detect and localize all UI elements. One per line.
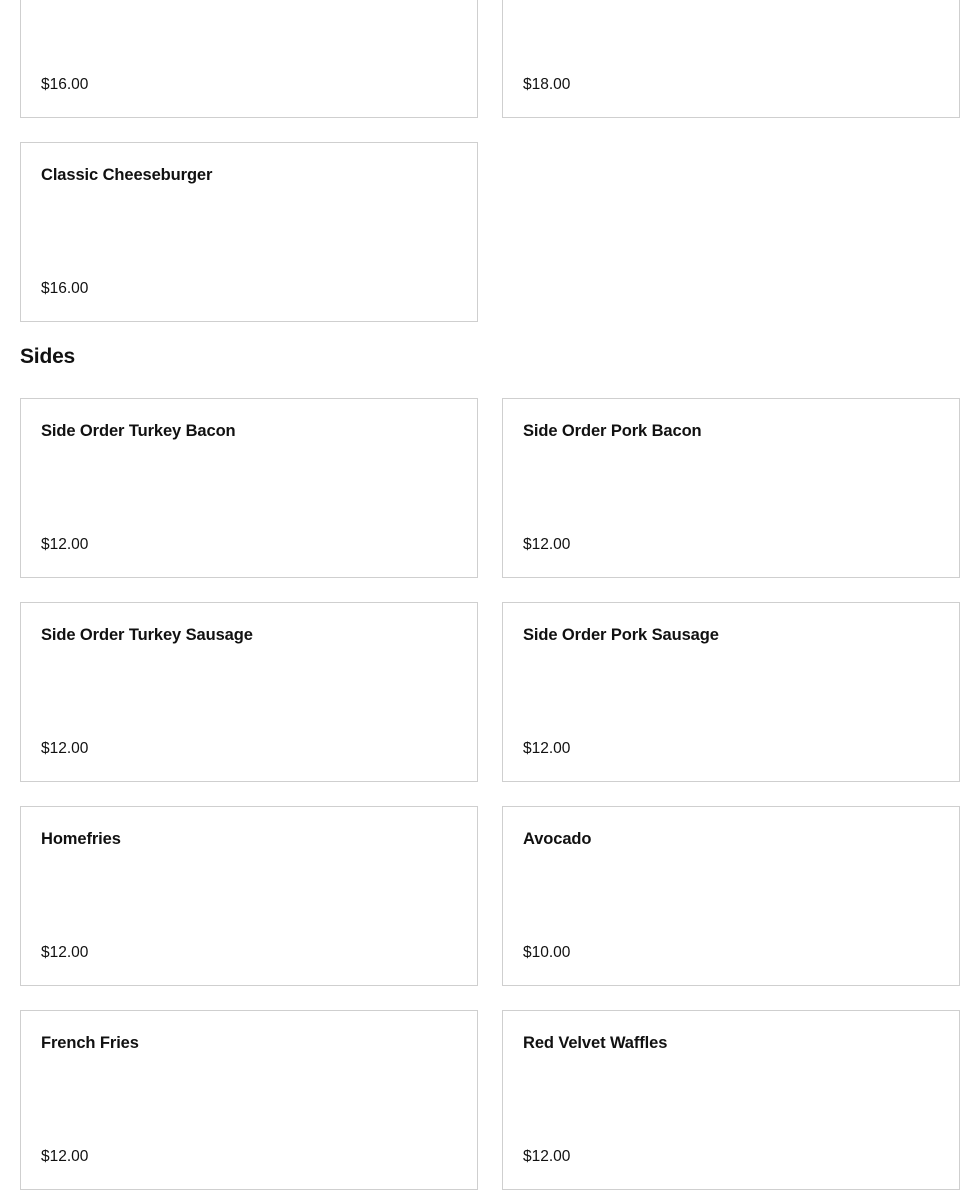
menu-item-card[interactable] — [502, 1010, 960, 1190]
menu-item-price: $12.00 — [41, 740, 89, 757]
menu-item-card[interactable] — [20, 142, 478, 322]
menu-item-price: $12.00 — [41, 536, 89, 553]
menu-item-card[interactable] — [20, 602, 478, 782]
menu-item-name: Classic Cheeseburger — [41, 166, 213, 184]
menu-item-price: $16.00 — [41, 280, 89, 297]
menu-item-name: Side Order Turkey Bacon — [41, 422, 236, 440]
menu-item-price: $16.00 — [41, 76, 89, 93]
menu-item-price: $12.00 — [523, 536, 571, 553]
menu-item-name: Side Order Pork Bacon — [523, 422, 702, 440]
menu-item-card[interactable] — [502, 806, 960, 986]
menu-item-price: $12.00 — [41, 1148, 89, 1165]
section-title-sides: Sides — [20, 345, 76, 368]
menu-item-name: Side Order Pork Sausage — [523, 626, 719, 644]
menu-item-card[interactable] — [502, 602, 960, 782]
menu-item-card[interactable] — [20, 0, 478, 118]
menu-item-card[interactable] — [20, 806, 478, 986]
menu-item-card[interactable] — [20, 1010, 478, 1190]
menu-item-card[interactable] — [20, 398, 478, 578]
menu-item-price: $10.00 — [523, 944, 571, 961]
menu-item-name: Avocado — [523, 830, 592, 848]
menu-item-price: $12.00 — [523, 740, 571, 757]
menu-item-name: Red Velvet Waffles — [523, 1034, 668, 1052]
menu-item-name: Homefries — [41, 830, 121, 848]
menu-item-price: $12.00 — [523, 1148, 571, 1165]
menu-item-card[interactable] — [502, 0, 960, 118]
menu-item-name: Side Order Turkey Sausage — [41, 626, 253, 644]
menu-item-price: $18.00 — [523, 76, 571, 93]
menu-item-card[interactable] — [502, 398, 960, 578]
menu-item-name: French Fries — [41, 1034, 139, 1052]
menu-item-price: $12.00 — [41, 944, 89, 961]
